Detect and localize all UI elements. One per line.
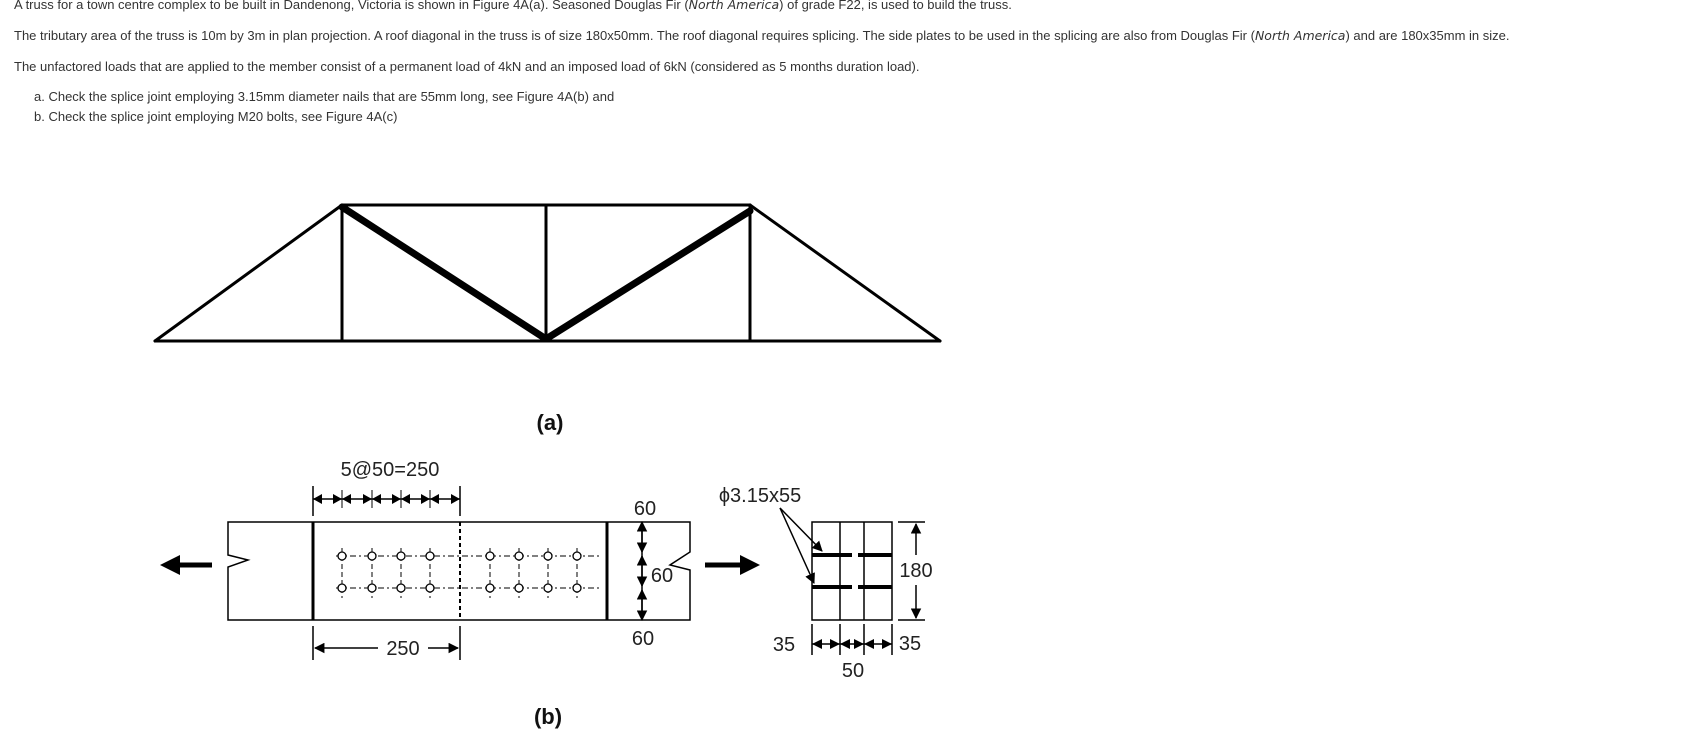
nail-hole [573,552,581,560]
nail-hole [338,552,346,560]
truss-diagram [155,205,940,341]
dimension-250-label: 250 [386,638,420,660]
truss-left-rafter [155,205,342,341]
nail-hole [515,552,523,560]
nail-hole [486,552,494,560]
truss-right-rafter [750,205,940,341]
truss-left-diagonal [342,207,546,339]
spacing-dimension [313,486,460,516]
nail-hole [544,552,552,560]
problem-paragraph-1: A truss for a town centre complex to be built in Dandenong, Victoria is shown in Figure 4A(a). Seasoned Douglas Fir (North America) of grade F22, is used to build the truss. [14,0,1012,12]
nail-pattern [336,548,600,598]
dim-60-bot: 60 [631,628,655,650]
nail-hole [397,584,405,592]
nail-hole [426,584,434,592]
caption-a: (a) [536,410,564,435]
dim-180: 180 [899,560,933,582]
nail-hole [486,584,494,592]
dim-50: 50 [841,660,865,682]
nail-hole [368,552,376,560]
task-b: b. Check the splice joint employing M20 bolts, see Figure 4A(c) [34,109,398,124]
problem-paragraph-3: The unfactored loads that are applied to the member consist of a permanent load of 4kN and an imposed load of 6kN (considered as 5 months duration load). [14,59,920,74]
dim-60-mid: 60 [650,565,674,587]
left-member-outline [228,522,313,620]
nail-hole [544,584,552,592]
dim-35-left: 35 [772,634,796,656]
nail-hole [338,584,346,592]
dim-60-top: 60 [633,498,657,520]
dim-35-right: 35 [898,633,922,655]
nail-hole [368,584,376,592]
truss-right-diagonal [546,211,750,339]
problem-paragraph-2: The tributary area of the truss is 10m by 3m in plan projection. A roof diagonal in the truss is of size 180x50mm. The roof diagonal requires splicing. The side plates to be used in the splicing are also from Douglas Fir (North America) and are 180x35mm in size. [14,28,1510,43]
spacing-label: 5@50=250 [340,459,440,481]
task-a: a. Check the splice joint employing 3.15mm diameter nails that are 55mm long, see Figure 4A(b) and [34,89,615,104]
nail-size-label: ϕ3.15x55 [718,485,802,507]
nail-hole [573,584,581,592]
caption-b: (b) [533,704,563,729]
right-member-outline [607,522,690,620]
nail-hole [515,584,523,592]
nail-hole [426,552,434,560]
nail-hole [397,552,405,560]
